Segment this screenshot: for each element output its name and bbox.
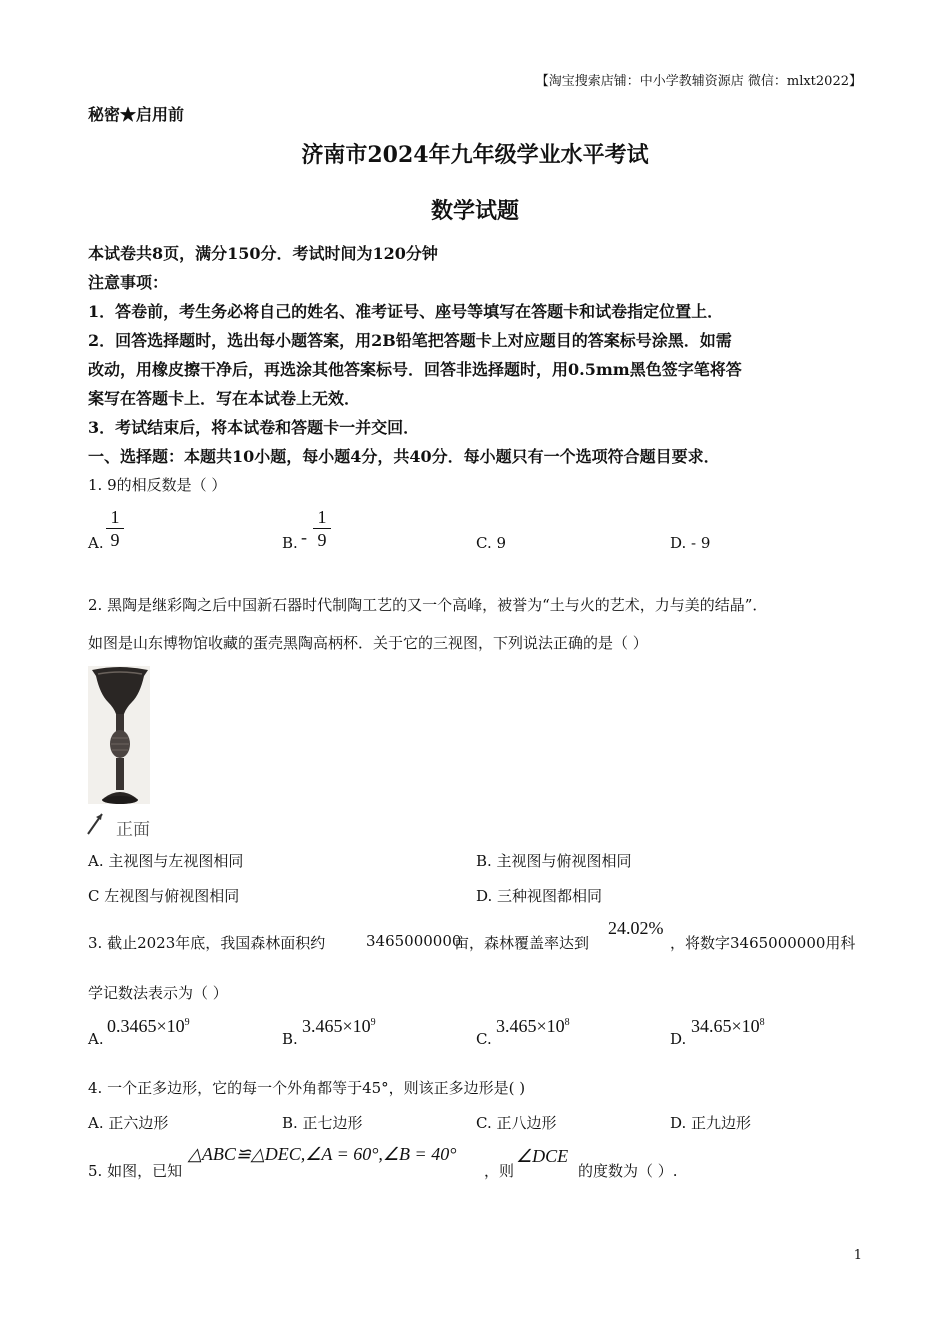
page-subtitle: 数学试题 — [430, 198, 519, 224]
q3-option-c-label: C. — [476, 1030, 492, 1048]
q4-option-a: A. 正六边形 — [88, 1114, 169, 1132]
scientific-base: 34.65×10 — [691, 1016, 760, 1036]
page-number: 1 — [853, 1248, 862, 1263]
scientific-exponent: 8 — [759, 1017, 765, 1028]
q4-option-d: D. 正九边形 — [670, 1114, 752, 1132]
q1-option-a-label: A. — [88, 534, 104, 552]
q3-option-a-value — [107, 1016, 190, 1037]
question-5-stem: 5. 如图，已知 — [88, 1162, 183, 1180]
section-heading: 一、选择题：本题共10小题，每小题4分，共40分．每小题只有一个选项符合题目要求． — [88, 447, 720, 466]
notice-line: 2．回答选择题时，选出每小题答案，用2B铅笔把答题卡上对应题目的答案标号涂黑．如需 — [88, 331, 732, 350]
question-3-stem: ，将数字3465000000用科 — [670, 934, 856, 952]
question-2-stem: 2. 黑陶是继彩陶之后中国新石器时代制陶工艺的又一个高峰，被誉为“土与火的艺术，力与美的结晶”． — [88, 596, 768, 614]
notice-heading: 注意事项： — [88, 273, 169, 292]
question-3-stem: 3. 截止2023年底，我国森林面积约 — [88, 934, 326, 952]
q2-option-a: A. 主视图与左视图相同 — [88, 852, 244, 870]
q4-option-c: C. 正八边形 — [476, 1114, 557, 1132]
q3-option-d-label: D. — [670, 1030, 687, 1048]
q3-area-number: 3465000000 — [366, 932, 462, 950]
fraction-numerator: 1 — [110, 507, 120, 527]
q3-option-b-value — [302, 1016, 376, 1037]
q3-option-d-value — [691, 1016, 765, 1037]
notice-line: 改动，用橡皮擦干净后，再选涂其他答案标号．回答非选择题时，用0.5mm黑色签字笔将答 — [88, 360, 742, 379]
q1-option-a-fraction — [106, 508, 124, 549]
q1-option-b-sign: - — [301, 527, 307, 547]
q1-option-b-label: B. — [282, 534, 298, 552]
scientific-base: 0.3465×10 — [107, 1016, 185, 1036]
q2-option-d: D. 三种视图都相同 — [476, 887, 603, 905]
question-3-stem: 亩，森林覆盖率达到 — [454, 934, 590, 952]
scientific-exponent: 9 — [184, 1017, 190, 1028]
q3-option-b-label: B. — [282, 1030, 298, 1048]
q1-option-b-fraction — [313, 508, 331, 549]
question-1-stem: 1. 9的相反数是（ ） — [88, 476, 227, 494]
scientific-base: 3.465×10 — [496, 1016, 565, 1036]
scientific-exponent: 9 — [370, 1017, 376, 1028]
scientific-base: 3.465×10 — [302, 1016, 371, 1036]
notice-line: 案写在答题卡上．写在本试卷上无效． — [88, 389, 361, 408]
q5-condition: △ABC≌△DEC,∠A = 60°,∠B = 40° — [188, 1144, 457, 1164]
question-2-stem: 如图是山东博物馆收藏的蛋壳黑陶高柄杯．关于它的三视图，下列说法正确的是（ ） — [88, 634, 648, 652]
q4-option-b: B. 正七边形 — [282, 1114, 363, 1132]
q1-option-d: D. - 9 — [670, 534, 711, 552]
question-4-stem: 4. 一个正多边形，它的每一个外角都等于45°，则该正多边形是( ) — [88, 1079, 526, 1097]
scientific-exponent: 8 — [564, 1017, 570, 1028]
figure-label-front: 正面 — [116, 820, 150, 840]
q1-option-c: C. 9 — [476, 534, 507, 552]
fraction-numerator: 1 — [317, 507, 327, 527]
notice-line: 3．考试结束后，将本试卷和答题卡一并交回． — [88, 418, 420, 437]
question-5-stem: 的度数为（ ）. — [578, 1162, 678, 1180]
fraction-denominator: 9 — [110, 530, 120, 550]
question-3-stem: 学记数法表示为（ ） — [88, 984, 228, 1002]
question-5-stem: ，则 — [484, 1162, 515, 1180]
secret-mark: 秘密★启用前 — [88, 105, 185, 124]
header-note: 【淘宝搜索店铺：中小学教辅资源店 微信：mlxt2022】 — [535, 74, 862, 89]
exam-info: 本试卷共8页，满分150分．考试时间为120分钟 — [88, 244, 438, 263]
q3-option-c-value — [496, 1016, 570, 1037]
q2-option-c: C 左视图与俯视图相同 — [88, 887, 240, 905]
q3-option-a-label: A. — [88, 1030, 104, 1048]
notice-line: 1．答卷前，考生务必将自己的姓名、准考证号、座号等填写在答题卡和试卷指定位置上． — [88, 302, 724, 321]
q5-target-angle: ∠DCE — [516, 1146, 569, 1166]
q3-coverage-rate: 24.02% — [608, 918, 664, 938]
q2-option-b: B. 主视图与俯视图相同 — [476, 852, 632, 870]
page-title: 济南市2024年九年级学业水平考试 — [301, 142, 649, 168]
fraction-denominator: 9 — [317, 530, 327, 550]
